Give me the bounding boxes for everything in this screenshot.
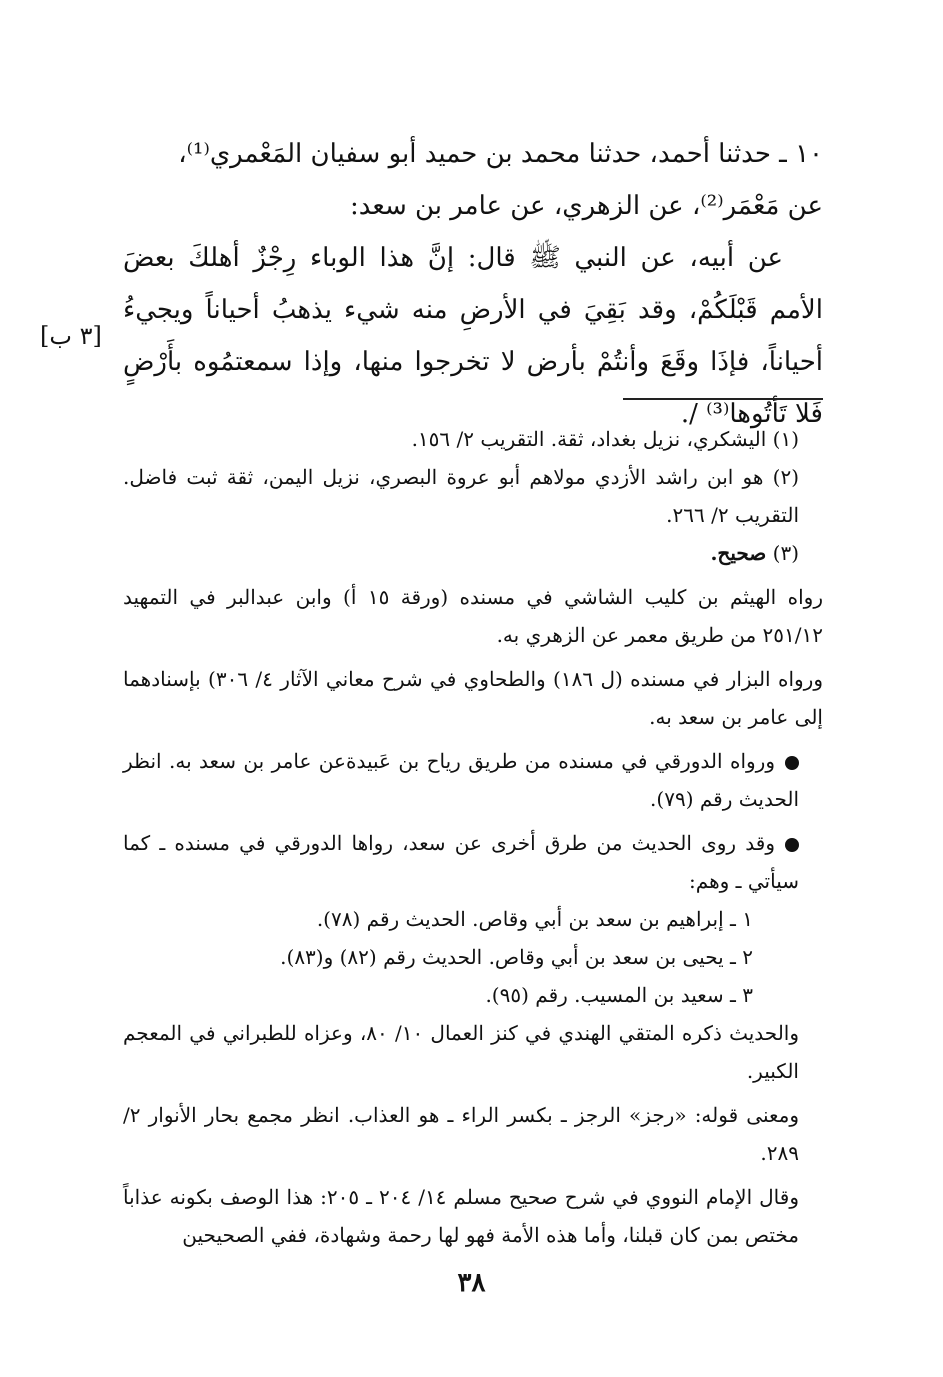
takhrij-paragraph-4 — [123, 824, 823, 900]
list-item: ٣ ـ سعيد بن المسيب. رقم (٩٥). — [485, 983, 753, 1007]
page-number: ٣٨ — [457, 1268, 486, 1298]
takhrij-paragraph-3-text: ورواه الدورقي في مسنده من طريق رياح بن عَبيدةعن عامر بن سعد به. انظر الحديث رقم (٧٩). — [123, 749, 799, 811]
folio-marker: [٣ ب] — [40, 322, 102, 350]
bullet-icon — [785, 756, 799, 770]
takhrij-paragraph-2: ورواه البزار في مسنده (ل ١٨٦) والطحاوي في شرح معاني الآثار ٤/ ٣٠٦) بإسنادهما إلى عامر بن سعد به. — [123, 667, 823, 729]
list-item: ٢ ـ يحيى بن سعد بن أبي وقاص. الحديث رقم (٨٢) و(٨٣). — [280, 945, 753, 969]
hadith-chain-line-2: عن مَعْمَر⁽²⁾، عن الزهري، عن عامر بن سعد: — [350, 191, 823, 221]
footnotes — [123, 420, 823, 1254]
takhrij-paragraph-6: ومعنى قوله: «رجز» الرجز ـ بكسر الراء ـ هو العذاب. انظر مجمع بحار الأنوار ٢/ ٢٨٩. — [123, 1103, 799, 1165]
footnote-3 — [123, 534, 823, 572]
takhrij-paragraph-4-text: وقد روى الحديث من طرق أخرى عن سعد، رواها الدورقي في مسنده ـ كما سيأتي ـ وهم: — [123, 831, 799, 893]
takhrij-paragraph-1: رواه الهيثم بن كليب الشاشي في مسنده (ورقة ١٥ أ) وابن عبدالبر في التمهيد ٢٥١/١٢ من طريق معمر عن الزهري به. — [123, 585, 823, 647]
bullet-icon — [785, 838, 799, 852]
footnote-divider — [623, 398, 823, 400]
list-item: ١ ـ إبراهيم بن سعد بن أبي وقاص. الحديث رقم (٧٨). — [316, 907, 753, 931]
footnote-1: (١) اليشكري، نزيل بغداد، ثقة. التقريب ٢/ ١٥٦. — [411, 427, 799, 451]
footnote-2: (٢) هو ابن راشد الأزدي مولاهم أبو عروة البصري، نزيل اليمن، ثقة ثبت فاضل. التقريب ٢/ ٢٦٦. — [123, 465, 799, 527]
footnote-3-grade: صحيح. — [710, 541, 767, 565]
takhrij-paragraph-3 — [123, 742, 823, 818]
hadith-block — [123, 128, 823, 440]
hadith-chain-line-1: ١٠ ـ حدثنا أحمد، حدثنا محمد بن حميد أبو سفيان المَعْمري⁽¹⁾، — [178, 139, 823, 169]
takhrij-paragraph-5: والحديث ذكره المتقي الهندي في كنز العمال ١٠/ ٨٠، وعزاه للطبراني في المعجم الكبير. — [123, 1021, 799, 1083]
takhrij-paragraph-7: وقال الإمام النووي في شرح صحيح مسلم ١٤/ ٢٠٤ ـ ٢٠٥: هذا الوصف بكونه عذاباً مختص بمن كان قبلنا، وأما هذه الأمة فهو لها رحمة وشهادة، ففي الصحيحين — [123, 1185, 799, 1247]
footnote-3-label: (٣) — [772, 541, 799, 565]
hadith-text: عن أبيه، عن النبي ﷺ قال: إنَّ هذا الوباء رِجْزٌ أهلكَ بعضَ الأمم قَبْلَكُمْ، وقد بَقِيَ في الأرضِ منه شيء يذهبُ أحياناً ويجيءُ أحياناً، فإذَا وقَعَ وأنتُمْ بأرض لا تخرجوا منها، وإذا سمعتمُوه بأَرْضٍ فَلا تَأتُوها⁽³⁾ /. — [123, 243, 823, 429]
